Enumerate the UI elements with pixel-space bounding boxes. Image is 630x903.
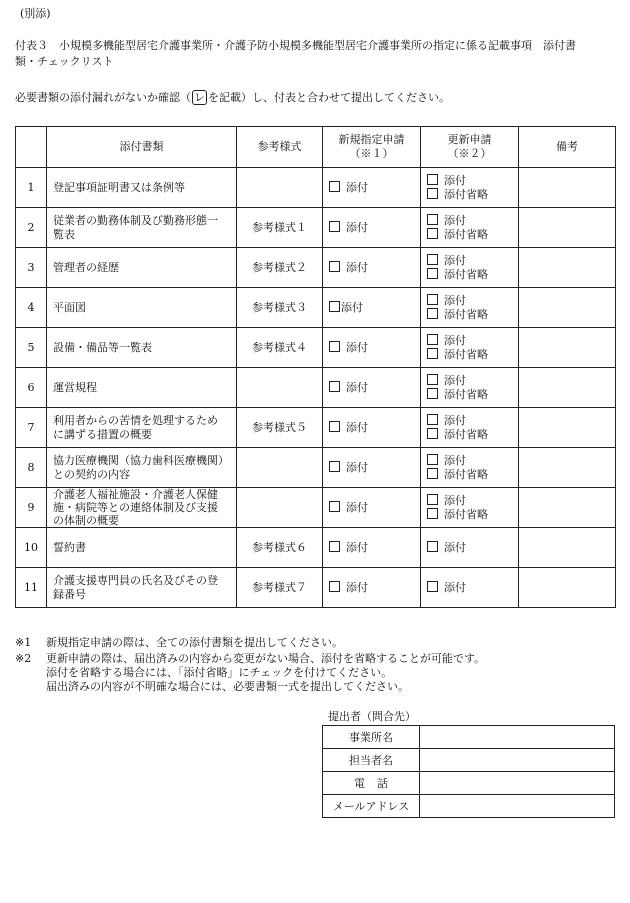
submitter-row-email xyxy=(323,795,615,818)
row-number: 6 xyxy=(16,368,47,408)
person-label: 担当者名 xyxy=(323,749,420,772)
new-attach-option[interactable] xyxy=(329,461,414,475)
attach-label: 添付 xyxy=(346,220,368,234)
reference-format: 参考様式４ xyxy=(237,328,323,368)
attach-label: 添付 xyxy=(346,180,368,194)
header-documents: 添付書類 xyxy=(47,127,237,168)
new-application-cell xyxy=(323,328,421,368)
attach-label: 添付 xyxy=(444,493,466,507)
note-2-line2: 添付を省略する場合には、「添付省略」にチェックを付けてください。 xyxy=(46,666,393,679)
omit-label: 添付省略 xyxy=(444,307,488,321)
checkbox[interactable] xyxy=(427,348,438,359)
renewal-cell xyxy=(421,208,519,248)
row-number: 8 xyxy=(16,448,47,488)
renew-attach-option[interactable] xyxy=(427,334,512,348)
row-number: 1 xyxy=(16,168,47,208)
renewal-cell xyxy=(421,448,519,488)
document-name-line1: 協力医療機関（協力歯科医療機関） xyxy=(53,453,229,467)
table-row xyxy=(16,488,616,528)
new-application-cell xyxy=(323,248,421,288)
renewal-cell xyxy=(421,248,519,288)
renew-attach-option[interactable] xyxy=(427,214,512,228)
page-title-line1: 付表３ 小規模多機能型居宅介護事業所・介護予防小規模多機能型居宅介護事業所の指定に係る記載事項 添付書 xyxy=(15,39,576,52)
row-number: 11 xyxy=(16,568,47,608)
attach-label: 添付 xyxy=(444,293,466,307)
attach-label: 添付 xyxy=(346,580,368,594)
checkbox[interactable] xyxy=(329,261,340,272)
table-row xyxy=(16,328,616,368)
checkbox[interactable] xyxy=(427,254,438,265)
renewal-cell xyxy=(421,368,519,408)
reference-format: 参考様式３ xyxy=(237,288,323,328)
email-field[interactable] xyxy=(420,795,615,818)
renew-attach-option[interactable] xyxy=(427,174,512,188)
attach-label: 添付 xyxy=(346,380,368,394)
checkbox[interactable] xyxy=(427,188,438,199)
omit-label: 添付省略 xyxy=(444,387,488,401)
document-name-line2: 録番号 xyxy=(53,587,86,601)
checkbox[interactable] xyxy=(329,461,340,472)
table-row xyxy=(16,448,616,488)
renew-omit-option[interactable] xyxy=(427,468,512,482)
submitter-heading: 提出者（問合先） xyxy=(328,710,416,723)
document-name xyxy=(47,488,237,528)
document-name: 誓約書 xyxy=(47,528,237,568)
annex-label: (別添) xyxy=(20,7,51,20)
table-row xyxy=(16,288,616,328)
office-name-label: 事業所名 xyxy=(323,726,420,749)
phone-label: 電話 xyxy=(354,777,400,790)
checkbox[interactable] xyxy=(329,221,340,232)
new-attach-option[interactable] xyxy=(329,341,414,355)
row-number: 5 xyxy=(16,328,47,368)
attach-label: 添付 xyxy=(444,540,466,554)
new-attach-option[interactable] xyxy=(329,541,414,555)
renew-omit-option[interactable] xyxy=(427,228,512,242)
checkbox[interactable] xyxy=(427,414,438,425)
checkbox[interactable] xyxy=(427,214,438,225)
omit-label: 添付省略 xyxy=(444,427,488,441)
document-name-line1: 介護老人福祉施設・介護老人保健 xyxy=(53,488,218,501)
person-field[interactable] xyxy=(420,749,615,772)
remarks-cell[interactable] xyxy=(519,208,616,248)
new-application-cell xyxy=(323,408,421,448)
renew-attach-option[interactable] xyxy=(427,581,512,595)
document-name-line1: 利用者からの苦情を処理するため xyxy=(53,413,218,427)
renew-omit-option[interactable] xyxy=(427,348,512,362)
renew-omit-option[interactable] xyxy=(427,188,512,202)
remarks-cell[interactable] xyxy=(519,368,616,408)
new-application-cell xyxy=(323,168,421,208)
header-reference-format: 参考様式 xyxy=(237,127,323,168)
checkbox[interactable] xyxy=(427,308,438,319)
attach-label: 添付 xyxy=(444,333,466,347)
renew-omit-option[interactable] xyxy=(427,308,512,322)
phone-field[interactable] xyxy=(420,772,615,795)
instruction-text xyxy=(15,90,450,106)
omit-label: 添付省略 xyxy=(444,187,488,201)
row-number: 10 xyxy=(16,528,47,568)
note-2-line3: 届出済みの内容が不明確な場合には、必要書類一式を提出してください。 xyxy=(46,680,409,693)
checkbox[interactable] xyxy=(427,388,438,399)
renewal-cell xyxy=(421,328,519,368)
attach-label: 添付 xyxy=(444,413,466,427)
document-name-line1: 介護支援専門員の氏名及びその登 xyxy=(53,573,218,587)
page-title-line2: 類・チェックリスト xyxy=(15,55,114,68)
note-1-mark: ※1 xyxy=(15,636,32,649)
renewal-cell xyxy=(421,288,519,328)
attach-label: 添付 xyxy=(444,213,466,227)
new-attach-option[interactable] xyxy=(329,581,414,595)
email-label: メールアドレス xyxy=(323,795,420,818)
remarks-cell[interactable] xyxy=(519,288,616,328)
attach-label: 添付 xyxy=(346,260,368,274)
header-renew-line1: 更新申請 xyxy=(447,133,492,146)
attach-label: 添付 xyxy=(444,253,466,267)
reference-format: 参考様式２ xyxy=(237,248,323,288)
reference-format xyxy=(237,448,323,488)
table-row xyxy=(16,528,616,568)
checkbox[interactable] xyxy=(427,581,438,592)
document-name-line3: の体制の概要 xyxy=(53,514,119,527)
renewal-cell xyxy=(421,528,519,568)
header-remarks: 備考 xyxy=(519,127,616,168)
header-new-line1: 新規指定申請 xyxy=(338,133,405,146)
checkbox[interactable] xyxy=(427,541,438,552)
omit-label: 添付省略 xyxy=(444,467,488,481)
document-name-line1: 従業者の勤務体制及び勤務形態一 xyxy=(53,213,218,227)
note-2-line1: 更新申請の際は、届出済みの内容から変更がない場合、添付を省略することが可能です。 xyxy=(46,652,486,665)
renew-omit-option[interactable] xyxy=(427,428,512,442)
renew-omit-option[interactable] xyxy=(427,508,512,522)
header-renew-line2: （※２） xyxy=(447,147,492,160)
new-application-cell xyxy=(323,448,421,488)
attach-label: 添付 xyxy=(346,420,368,434)
renew-attach-option[interactable] xyxy=(427,374,512,388)
new-application-cell xyxy=(323,208,421,248)
remarks-cell[interactable] xyxy=(519,168,616,208)
renewal-cell xyxy=(421,168,519,208)
renew-omit-option[interactable] xyxy=(427,268,512,282)
new-attach-option[interactable] xyxy=(329,381,414,395)
new-application-cell xyxy=(323,368,421,408)
header-new-application xyxy=(323,127,421,168)
omit-label: 添付省略 xyxy=(444,507,488,521)
omit-label: 添付省略 xyxy=(444,347,488,361)
renew-attach-option[interactable] xyxy=(427,294,512,308)
remarks-cell[interactable] xyxy=(519,488,616,528)
document-name xyxy=(47,408,237,448)
office-name-field[interactable] xyxy=(420,726,615,749)
checkbox[interactable] xyxy=(329,421,340,432)
reference-format xyxy=(237,368,323,408)
new-attach-option[interactable] xyxy=(329,301,414,315)
checkbox[interactable] xyxy=(427,174,438,185)
remarks-cell[interactable] xyxy=(519,568,616,608)
row-number: 7 xyxy=(16,408,47,448)
reference-format xyxy=(237,168,323,208)
remarks-cell[interactable] xyxy=(519,528,616,568)
checkbox[interactable] xyxy=(427,494,438,505)
row-number: 2 xyxy=(16,208,47,248)
document-name: 登記事項証明書又は条例等 xyxy=(47,168,237,208)
new-attach-option[interactable] xyxy=(329,501,414,515)
submitter-row-person xyxy=(323,749,615,772)
reference-format: 参考様式５ xyxy=(237,408,323,448)
phone-label-cell xyxy=(323,772,420,795)
remarks-cell[interactable] xyxy=(519,448,616,488)
omit-label: 添付省略 xyxy=(444,267,488,281)
reference-format: 参考様式１ xyxy=(237,208,323,248)
table-row xyxy=(16,168,616,208)
row-number: 3 xyxy=(16,248,47,288)
submitter-row-office xyxy=(323,726,615,749)
checkbox[interactable] xyxy=(427,374,438,385)
checkbox[interactable] xyxy=(329,341,340,352)
instruction-after: を記載）し、付表と合わせて提出してください。 xyxy=(208,91,450,104)
document-name: 運営規程 xyxy=(47,368,237,408)
attach-label: 添付 xyxy=(341,300,363,314)
checkbox[interactable] xyxy=(427,468,438,479)
renew-attach-option[interactable] xyxy=(427,541,512,555)
row-number: 4 xyxy=(16,288,47,328)
renew-attach-option[interactable] xyxy=(427,254,512,268)
checkbox[interactable] xyxy=(427,268,438,279)
document-name-line2: との契約の内容 xyxy=(53,467,130,481)
checkbox[interactable] xyxy=(329,181,340,192)
row-number: 9 xyxy=(16,488,47,528)
document-name: 設備・備品等一覧表 xyxy=(47,328,237,368)
attach-label: 添付 xyxy=(444,453,466,467)
remarks-cell[interactable] xyxy=(519,248,616,288)
check-mark-sample: レ xyxy=(194,91,205,104)
table-row xyxy=(16,248,616,288)
attach-label: 添付 xyxy=(444,173,466,187)
document-name-line2: 施・病院等との連絡体制及び支援 xyxy=(53,501,218,514)
reference-format: 参考様式６ xyxy=(237,528,323,568)
attachment-checklist-table xyxy=(15,126,616,608)
instruction-before: 必要書類の添付漏れがないか確認（ xyxy=(15,91,191,104)
table-row xyxy=(16,368,616,408)
attach-label: 添付 xyxy=(346,540,368,554)
checkbox[interactable] xyxy=(427,454,438,465)
new-attach-option[interactable] xyxy=(329,421,414,435)
document-name xyxy=(47,448,237,488)
new-attach-option[interactable] xyxy=(329,181,414,195)
submitter-table xyxy=(322,725,615,818)
renew-attach-option[interactable] xyxy=(427,454,512,468)
document-name: 管理者の経歴 xyxy=(47,248,237,288)
document-name: 平面図 xyxy=(47,288,237,328)
remarks-cell[interactable] xyxy=(519,328,616,368)
document-name-line2: 覧表 xyxy=(53,227,75,241)
renewal-cell xyxy=(421,488,519,528)
header-new-line2: （※１） xyxy=(349,147,394,160)
attach-label: 添付 xyxy=(346,340,368,354)
remarks-cell[interactable] xyxy=(519,408,616,448)
document-name xyxy=(47,568,237,608)
renew-attach-option[interactable] xyxy=(427,414,512,428)
new-application-cell xyxy=(323,568,421,608)
header-renewal-application xyxy=(421,127,519,168)
table-row xyxy=(16,208,616,248)
document-name xyxy=(47,208,237,248)
header-number xyxy=(16,127,47,168)
attach-label: 添付 xyxy=(346,460,368,474)
table-row xyxy=(16,408,616,448)
renew-attach-option[interactable] xyxy=(427,494,512,508)
note-1-text: 新規指定申請の際は、全ての添付書類を提出してください。 xyxy=(46,636,343,649)
omit-label: 添付省略 xyxy=(444,227,488,241)
checkbox[interactable] xyxy=(329,581,340,592)
table-row xyxy=(16,568,616,608)
renew-omit-option[interactable] xyxy=(427,388,512,402)
checkbox[interactable] xyxy=(427,428,438,439)
checkbox[interactable] xyxy=(329,381,340,392)
table-header-row xyxy=(16,127,616,168)
submitter-row-phone xyxy=(323,772,615,795)
checkbox[interactable] xyxy=(427,508,438,519)
new-application-cell xyxy=(323,488,421,528)
reference-format: 参考様式７ xyxy=(237,568,323,608)
document-name-line2: に講ずる措置の概要 xyxy=(53,427,152,441)
renewal-cell xyxy=(421,408,519,448)
new-application-cell xyxy=(323,288,421,328)
checkbox[interactable] xyxy=(329,541,340,552)
note-2-mark: ※2 xyxy=(15,652,32,665)
attach-label: 添付 xyxy=(444,580,466,594)
new-application-cell xyxy=(323,528,421,568)
reference-format xyxy=(237,488,323,528)
checkbox[interactable] xyxy=(427,228,438,239)
checkbox[interactable] xyxy=(329,501,340,512)
renewal-cell xyxy=(421,568,519,608)
attach-label: 添付 xyxy=(444,373,466,387)
checkbox[interactable] xyxy=(427,334,438,345)
checkbox[interactable] xyxy=(427,294,438,305)
attach-label: 添付 xyxy=(346,500,368,514)
new-attach-option[interactable] xyxy=(329,221,414,235)
new-attach-option[interactable] xyxy=(329,261,414,275)
checkbox[interactable] xyxy=(329,301,340,312)
